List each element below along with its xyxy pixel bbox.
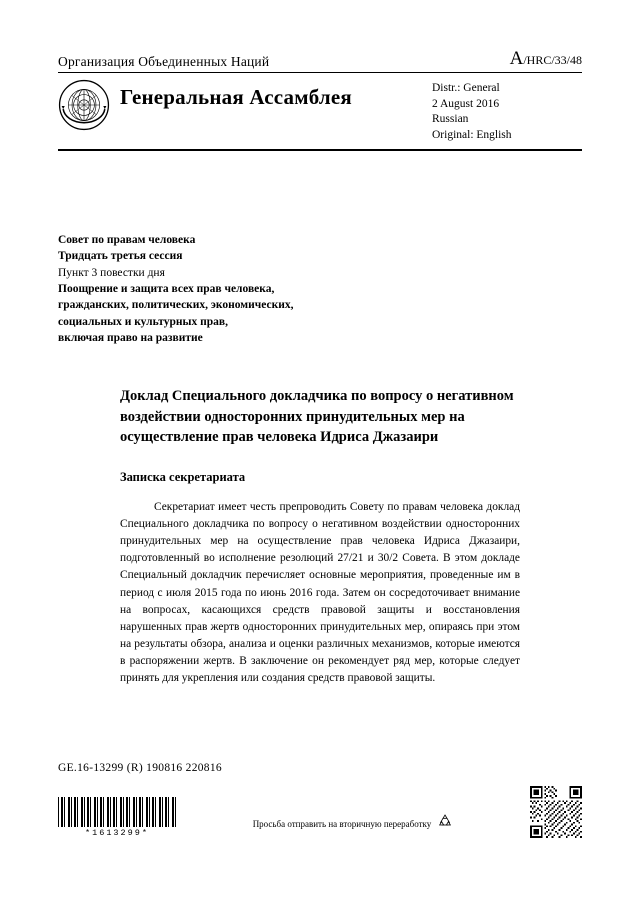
document-language: Russian — [432, 113, 469, 126]
council-session-block — [58, 232, 582, 346]
barcode-icon — [58, 797, 176, 827]
agenda-title-line-1: Поощрение и защита всех прав человека, — [58, 282, 275, 295]
document-header — [58, 48, 582, 151]
agenda-title-line-3: социальных и культурных прав, — [58, 315, 228, 328]
job-number: GE.16-13299 (R) 190816 220816 — [58, 762, 222, 774]
body-title: Генеральная Ассамблея — [120, 85, 352, 109]
footer-bottom-row — [58, 786, 582, 838]
page-title: Доклад Специального докладчика по вопросу о негативном воздействии односторонних принудительных мер на осуществление прав человека Идриса Джазаири — [120, 388, 514, 446]
document-footer — [58, 762, 582, 838]
recycle-notice — [253, 813, 454, 838]
document-symbol-prefix: A — [509, 48, 524, 69]
document-symbol-suffix: /HRC/33/48 — [523, 53, 582, 67]
header-main-row — [58, 73, 582, 151]
distribution-block — [432, 79, 582, 143]
qr-code — [530, 786, 582, 838]
agenda-title-line-4: включая право на развитие — [58, 331, 203, 344]
council-session: Тридцать третья сессия — [58, 250, 183, 263]
note-title: Записка секретариата — [120, 470, 246, 485]
barcode-block — [58, 797, 176, 838]
original-language: Original: English — [432, 128, 512, 141]
recycle-text: Просьба отправить на вторичную переработку — [252, 818, 432, 829]
un-emblem-icon — [58, 79, 110, 131]
document-symbol — [510, 48, 582, 70]
distribution-line: Distr.: General — [432, 82, 500, 94]
barcode-digits: *1613299* — [85, 828, 149, 838]
header-top-row — [58, 48, 582, 73]
agenda-item: Пункт 3 повестки дня — [58, 266, 165, 279]
organization-name: Организация Объединенных Наций — [58, 54, 270, 69]
agenda-title-line-2: гражданских, политических, экономических, — [58, 299, 294, 312]
document-date: 2 August 2016 — [432, 97, 500, 110]
summary-paragraph: Секретариат имеет честь препроводить Совету по правам человека доклад Специального докладчика по вопросу о негативном воздействии односторонних принудительных мер на осуществление прав человека Идриса Джазаири, подготовленный во исполнение резолюций 27/21 и 30/2 Совета. В этом докладе Специальный докладчик перечисляет основные мероприятия, проведенные им в период с июля 2015 года по июнь 2016 года. Затем он сосредоточивает внимание на вопросах, касающихся средств правовой защиты и восстановления нарушенных прав жертв односторонних принудительных мер, опираясь при этом на результаты обзора, анализа и оценки различных механизмов, которые имеются в распоряжении жертв. В заключение он рекомендует ряд мер, которые следует принять для укрепления или создания средств правовой защиты. — [120, 501, 520, 685]
council-name: Совет по правам человека — [58, 234, 196, 246]
recycle-icon — [437, 813, 453, 834]
document-body — [58, 232, 582, 687]
